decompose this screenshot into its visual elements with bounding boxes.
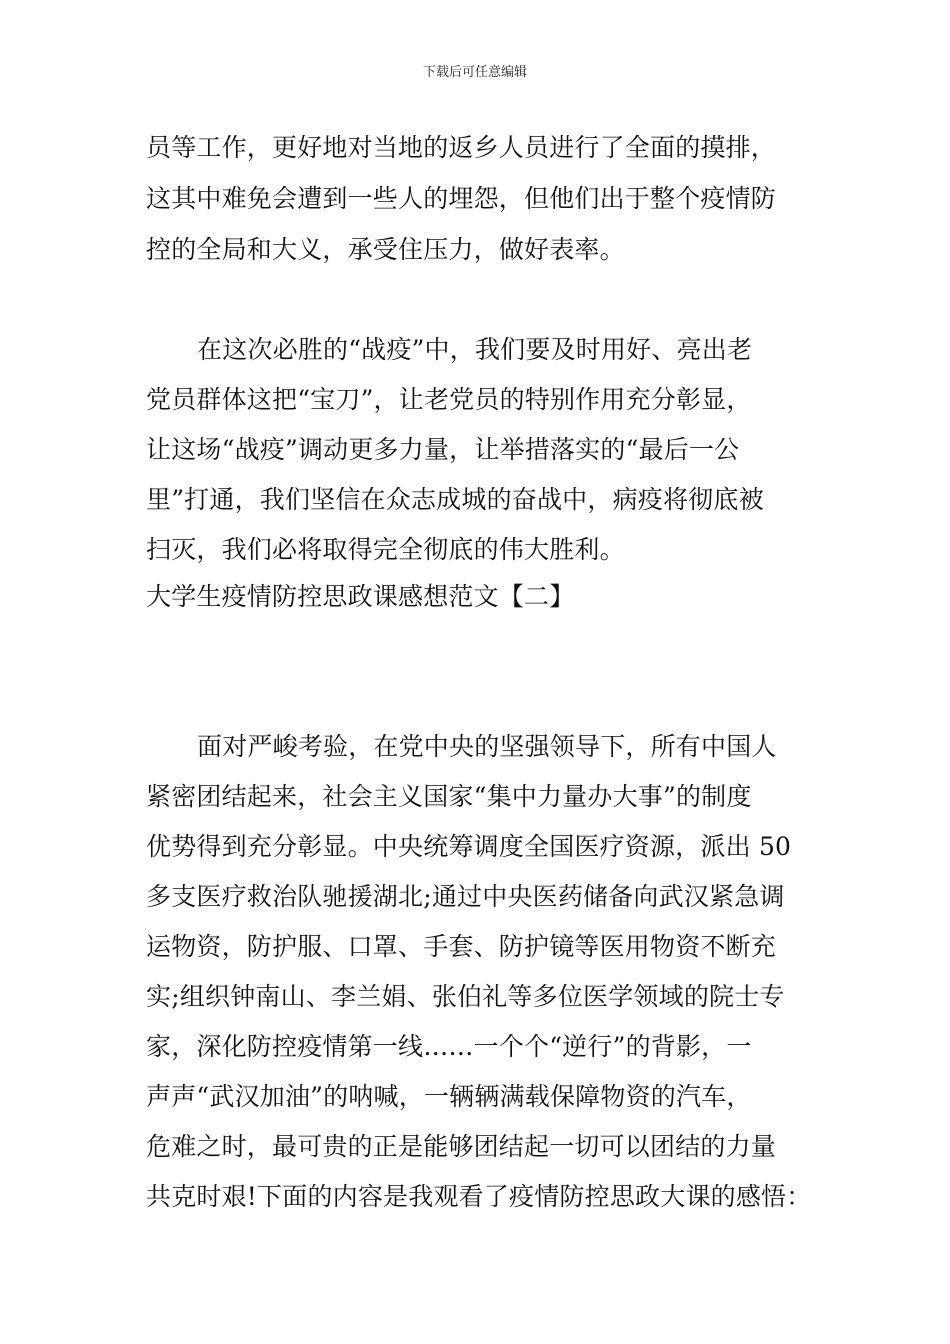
text-line: 共克时艰!下面的内容是我观看了疫情防控思政大课的感悟：	[146, 1182, 812, 1211]
text-line: 员等工作，更好地对当地的返乡人员进行了全面的摸排，	[146, 133, 777, 162]
text-line: 声声“武汉加油”的呐喊，一辆辆满载保障物资的汽车，	[146, 1082, 752, 1111]
text-line: 里”打通，我们坚信在众志成城的奋战中，病疫将彻底被	[146, 485, 764, 514]
page-header: 下载后可任意编辑	[422, 65, 527, 80]
text-line: 控的全局和大义，承受住压力，做好表率。	[146, 235, 625, 264]
text-line: 紧密团结起来，社会主义国家“集中力量办大事”的制度	[146, 782, 752, 811]
text-line: 在这次必胜的“战疫”中，我们要及时用好、亮出老	[197, 335, 753, 364]
section-title: 大学生疫情防控思政课感想范文【二】	[146, 582, 575, 611]
text-line: 扫灭，我们必将取得完全彻底的伟大胜利。	[146, 535, 625, 564]
text-line: 让这场“战疫”调动更多力量，让举措落实的“最后一公	[146, 435, 740, 464]
text-line: 实;组织钟南山、李兰娟、张伯礼等多位医学领域的院士专	[146, 982, 785, 1011]
text-line: 运物资，防护服、口罩、手套、防护镜等医用物资不断充	[146, 932, 777, 961]
text-line: 家，深化防控疫情第一线……一个个“逆行”的背影，一	[146, 1032, 752, 1061]
text-line: 党员群体这把“宝刀”，让老党员的特别作用充分彰显，	[146, 385, 752, 414]
text-line: 优势得到充分彰显。中央统筹调度全国医疗资源，派出 50	[146, 832, 792, 861]
text-line: 危难之时，最可贵的正是能够团结起一切可以团结的力量	[146, 1132, 777, 1161]
text-line: 这其中难免会遭到一些人的埋怨，但他们出于整个疫情防	[146, 184, 777, 213]
text-line: 多支医疗救治队驰援湖北;通过中央医药储备向武汉紧急调	[146, 882, 785, 911]
text-line: 面对严峻考验，在党中央的坚强领导下，所有中国人	[197, 732, 777, 761]
